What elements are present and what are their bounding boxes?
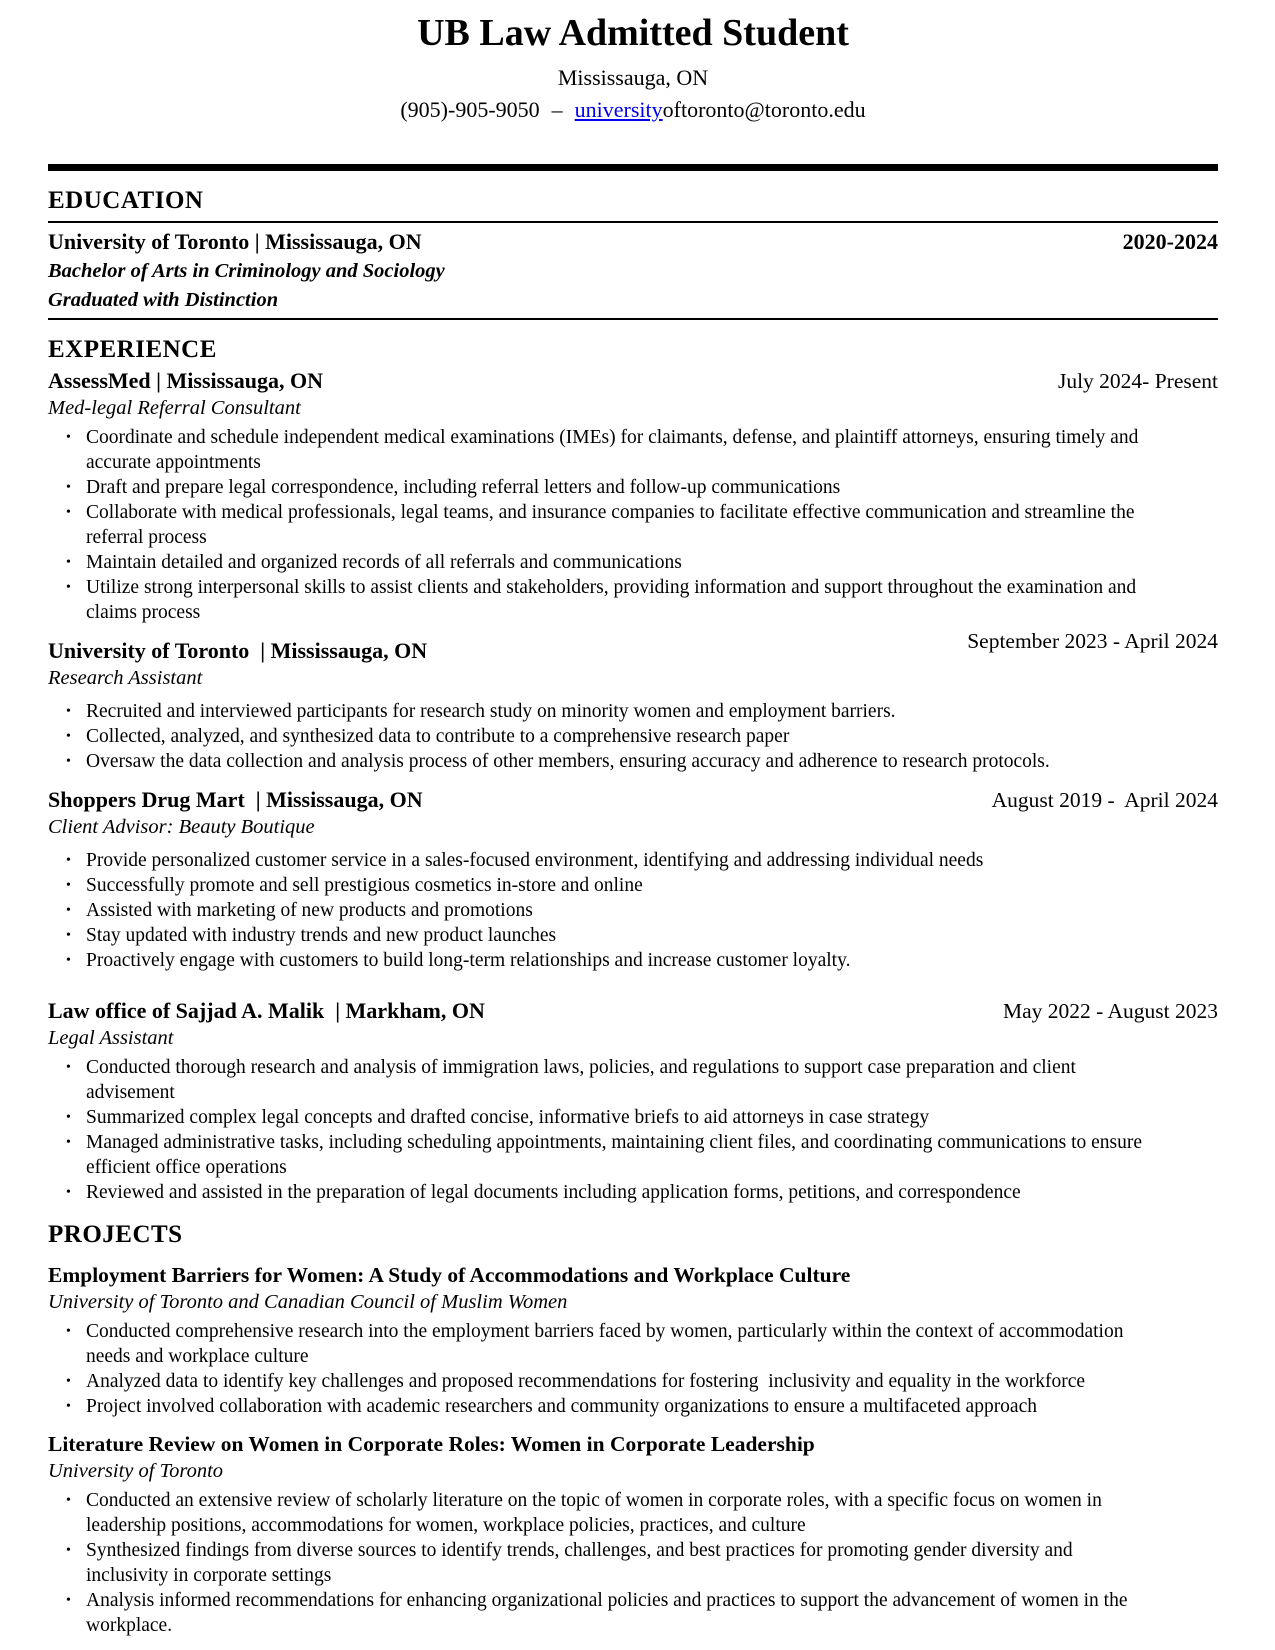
education-dates: 2020-2024 [1122, 229, 1218, 254]
job-entry-shoppers [48, 786, 1218, 973]
job-header [48, 786, 1218, 814]
project-org: University of Toronto and Canadian Council of Muslim Women [48, 1291, 568, 1313]
divider-thick [48, 164, 1218, 171]
bullet-item: • Assisted with marketing of new products and promotions [64, 898, 1146, 923]
resume-header [48, 10, 1218, 124]
project-title: Employment Barriers for Women: A Study of Accommodations and Workplace Culture [48, 1263, 851, 1287]
bullet-item: • Stay updated with industry trends and new product launches [64, 923, 1146, 948]
job-role: Research Assistant [48, 667, 203, 689]
job-entry-uoft [48, 629, 1218, 774]
company-name: Shoppers Drug Mart | Mississauga, ON [48, 787, 423, 812]
bullet-item: • Collected, analyzed, and synthesized data to contribute to a comprehensive research paper [64, 724, 1146, 749]
section-heading-education: EDUCATION [48, 187, 204, 214]
bullet-list [48, 425, 1218, 625]
bullet-item: • Provide personalized customer service in a sales-focused environment, identifying and addressing individual needs [64, 848, 1146, 873]
education-degree: Bachelor of Arts in Criminology and Sociology [48, 260, 445, 282]
candidate-location: Mississauga, ON [557, 65, 709, 90]
job-header [48, 367, 1218, 395]
job-dates: September 2023 - April 2024 [967, 629, 1218, 653]
job-header [48, 997, 1218, 1025]
project-org: University of Toronto [48, 1460, 224, 1482]
bullet-item: • Summarized complex legal concepts and drafted concise, informative briefs to aid attorneys in case strategy [64, 1105, 1146, 1130]
job-dates: July 2024- Present [1057, 369, 1218, 393]
bullet-item: • Proactively engage with customers to build long-term relationships and increase customer loyalty. [64, 948, 1146, 973]
company-name: University of Toronto | Mississauga, ON [48, 638, 428, 663]
candidate-phone: (905)-905-9050 [400, 97, 540, 122]
bullet-item: • Utilize strong interpersonal skills to assist clients and stakeholders, providing information and support throughout the examination and claims process [64, 575, 1146, 625]
bullet-item: • Recruited and interviewed participants for research study on minority women and employment barriers. [64, 699, 1146, 724]
education-bottom-rule [48, 318, 1218, 320]
bullet-item: • Conducted an extensive review of scholarly literature on the topic of women in corporate roles, with a specific focus on women in leadership positions, accommodations for women, workplace policies, practices, and culture [64, 1488, 1146, 1538]
bullet-list [48, 1488, 1218, 1638]
bullet-list [48, 1319, 1218, 1419]
company-name: AssessMed | Mississauga, ON [48, 368, 323, 393]
job-role: Med-legal Referral Consultant [48, 397, 301, 419]
bullet-item: • Managed administrative tasks, including scheduling appointments, maintaining client files, and coordinating communications to ensure efficient office operations [64, 1130, 1146, 1180]
bullet-item: • Synthesized findings from diverse sources to identify trends, challenges, and best practices for promoting gender diversity and inclusivity in corporate settings [64, 1538, 1146, 1588]
job-role: Client Advisor: Beauty Boutique [48, 816, 315, 838]
project-title: Literature Review on Women in Corporate Roles: Women in Corporate Leadership [48, 1432, 815, 1456]
company-name: Law office of Sajjad A. Malik | Markham, ON [48, 998, 485, 1023]
bullet-list [48, 848, 1218, 973]
bullet-item: • Project involved collaboration with academic researchers and community organizations to ensure a multifaceted approach [64, 1394, 1146, 1419]
education-row [48, 228, 1218, 256]
bullet-item: • Reviewed and assisted in the preparation of legal documents including application forms, petitions, and correspondence [64, 1180, 1146, 1205]
projects-section [48, 1220, 1218, 1638]
education-honors: Graduated with Distinction [48, 289, 279, 311]
bullet-list [48, 1055, 1218, 1205]
job-dates: August 2019 - April 2024 [991, 788, 1218, 812]
bullet-item: • Oversaw the data collection and analysis process of other members, ensuring accuracy and adherence to research protocols. [64, 749, 1146, 774]
bullet-item: • Conducted thorough research and analysis of immigration laws, policies, and regulations to support case preparation and client advisement [64, 1055, 1146, 1105]
education-school: University of Toronto | Mississauga, ON [48, 229, 422, 254]
dash-separator: – [551, 97, 563, 122]
contact-line [48, 96, 1218, 124]
section-heading-projects: PROJECTS [48, 1221, 183, 1248]
bullet-item: • Analysis informed recommendations for enhancing organizational policies and practices to support the advancement of women in the workplace. [64, 1588, 1146, 1638]
education-section [48, 186, 1218, 320]
bullet-item: • Collaborate with medical professionals, legal teams, and insurance companies to facilitate effective communication and streamline the referral process [64, 500, 1146, 550]
job-entry-assessmed [48, 367, 1218, 625]
project-entry-employment-barriers [48, 1262, 1218, 1419]
email-domain: oftoronto@toronto.edu [662, 97, 866, 122]
bullet-item: • Conducted comprehensive research into the employment barriers faced by women, particularly within the context of accommodation needs and workplace culture [64, 1319, 1146, 1369]
job-entry-law-office [48, 997, 1218, 1205]
experience-section [48, 335, 1218, 1205]
bullet-item: • Coordinate and schedule independent medical examinations (IMEs) for claimants, defense, and plaintiff attorneys, ensuring timely and accurate appointments [64, 425, 1146, 475]
job-header [48, 629, 1218, 665]
job-role: Legal Assistant [48, 1027, 174, 1049]
bullet-item: • Successfully promote and sell prestigious cosmetics in-store and online [64, 873, 1146, 898]
bullet-list [48, 699, 1218, 774]
education-heading-rule [48, 221, 1218, 223]
bullet-item: • Draft and prepare legal correspondence, including referral letters and follow-up communications [64, 475, 1146, 500]
bullet-item: • Analyzed data to identify key challenges and proposed recommendations for fostering inclusivity and equality in the workforce [64, 1369, 1146, 1394]
bullet-item: • Maintain detailed and organized records of all referrals and communications [64, 550, 1146, 575]
job-dates: May 2022 - August 2023 [1003, 999, 1218, 1023]
candidate-name: UB Law Admitted Student [417, 12, 849, 54]
section-heading-experience: EXPERIENCE [48, 336, 217, 363]
email-link[interactable]: university [574, 97, 663, 122]
project-entry-literature-review [48, 1431, 1218, 1638]
